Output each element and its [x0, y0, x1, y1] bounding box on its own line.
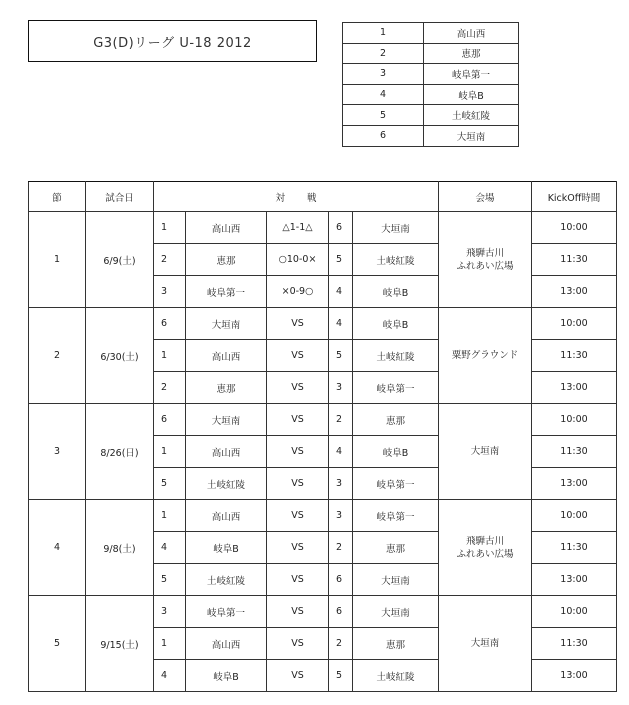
home-team-number: 4: [154, 660, 186, 692]
match-result: VS: [267, 628, 329, 660]
home-team-name: 岐阜第一: [186, 596, 267, 628]
round-section: 3: [29, 404, 86, 500]
team-number: 4: [343, 84, 424, 105]
home-team-number: 2: [154, 244, 186, 276]
away-team-number: 5: [329, 660, 353, 692]
home-team-number: 5: [154, 564, 186, 596]
home-team-name: 岐阜B: [186, 660, 267, 692]
schedule-header-row: [29, 182, 617, 212]
round-date: 6/9(土): [86, 212, 154, 308]
home-team-number: 6: [154, 404, 186, 436]
away-team-name: 恵那: [353, 404, 439, 436]
team-row: [343, 64, 519, 85]
round-section: 5: [29, 596, 86, 692]
header-kickoff: KickOff時間: [532, 182, 617, 212]
away-team-number: 6: [329, 212, 353, 244]
home-team-name: 高山西: [186, 212, 267, 244]
league-title: G3(D)リーグ U-18 2012: [28, 20, 317, 62]
home-team-number: 1: [154, 212, 186, 244]
venue-line-1: 大垣南: [470, 638, 500, 649]
away-team-number: 3: [329, 372, 353, 404]
away-team-name: 大垣南: [353, 596, 439, 628]
away-team-number: 3: [329, 468, 353, 500]
round-venue: [439, 500, 532, 596]
schedule-table: [28, 181, 617, 692]
venue-line-2: ふれあい広場: [456, 548, 514, 560]
home-team-number: 1: [154, 500, 186, 532]
venue-line-2: ふれあい広場: [456, 260, 514, 272]
away-team-name: 土岐紅陵: [353, 660, 439, 692]
match-row: [29, 212, 617, 244]
round-date: 8/26(日): [86, 404, 154, 500]
kickoff-time: 11:30: [532, 532, 617, 564]
round-section: 4: [29, 500, 86, 596]
match-result: VS: [267, 660, 329, 692]
home-team-name: 高山西: [186, 628, 267, 660]
home-team-number: 3: [154, 596, 186, 628]
kickoff-time: 11:30: [532, 244, 617, 276]
team-name: 高山西: [424, 23, 519, 44]
kickoff-time: 11:30: [532, 628, 617, 660]
home-team-number: 4: [154, 532, 186, 564]
away-team-name: 岐阜B: [353, 276, 439, 308]
home-team-name: 高山西: [186, 500, 267, 532]
home-team-number: 6: [154, 308, 186, 340]
kickoff-time: 13:00: [532, 372, 617, 404]
round-date: 6/30(土): [86, 308, 154, 404]
match-result: VS: [267, 372, 329, 404]
match-result: VS: [267, 564, 329, 596]
home-team-number: 5: [154, 468, 186, 500]
match-result: △1-1△: [267, 212, 329, 244]
team-number: 3: [343, 64, 424, 85]
away-team-name: 土岐紅陵: [353, 244, 439, 276]
kickoff-time: 11:30: [532, 340, 617, 372]
home-team-name: 岐阜B: [186, 532, 267, 564]
team-number: 2: [343, 43, 424, 64]
kickoff-time: 10:00: [532, 596, 617, 628]
venue-line-1: 飛騨古川: [465, 247, 504, 259]
match-result: VS: [267, 500, 329, 532]
match-row: [29, 596, 617, 628]
team-row: [343, 84, 519, 105]
match-result: VS: [267, 340, 329, 372]
away-team-number: 4: [329, 436, 353, 468]
match-result: VS: [267, 596, 329, 628]
home-team-number: 3: [154, 276, 186, 308]
header-matchup: [154, 182, 439, 212]
home-team-number: 2: [154, 372, 186, 404]
team-name: 大垣南: [424, 125, 519, 146]
match-row: [29, 308, 617, 340]
match-result: ○10-0×: [267, 244, 329, 276]
away-team-number: 2: [329, 404, 353, 436]
away-team-name: 岐阜第一: [353, 468, 439, 500]
match-result: VS: [267, 404, 329, 436]
round-date: 9/15(土): [86, 596, 154, 692]
kickoff-time: 13:00: [532, 564, 617, 596]
round-venue: [439, 404, 532, 500]
kickoff-time: 13:00: [532, 468, 617, 500]
team-name: 岐阜第一: [424, 64, 519, 85]
home-team-name: 恵那: [186, 244, 267, 276]
header-section: 節: [29, 182, 86, 212]
away-team-number: 4: [329, 308, 353, 340]
away-team-name: 岐阜第一: [353, 500, 439, 532]
team-row: [343, 125, 519, 146]
home-team-number: 1: [154, 436, 186, 468]
match-result: VS: [267, 468, 329, 500]
round-date: 9/8(土): [86, 500, 154, 596]
away-team-number: 5: [329, 340, 353, 372]
round-venue: [439, 308, 532, 404]
team-row: [343, 105, 519, 126]
venue-line-1: 粟野グラウンド: [451, 350, 519, 361]
kickoff-time: 10:00: [532, 500, 617, 532]
away-team-number: 4: [329, 276, 353, 308]
home-team-name: 土岐紅陵: [186, 468, 267, 500]
match-row: [29, 404, 617, 436]
away-team-name: 恵那: [353, 628, 439, 660]
team-row: [343, 43, 519, 64]
away-team-name: 大垣南: [353, 212, 439, 244]
venue-line-1: 飛騨古川: [465, 535, 504, 547]
match-result: VS: [267, 532, 329, 564]
home-team-name: 岐阜第一: [186, 276, 267, 308]
home-team-name: 高山西: [186, 436, 267, 468]
home-team-number: 1: [154, 628, 186, 660]
away-team-number: 3: [329, 500, 353, 532]
kickoff-time: 10:00: [532, 212, 617, 244]
team-number: 5: [343, 105, 424, 126]
team-number: 6: [343, 125, 424, 146]
kickoff-time: 13:00: [532, 276, 617, 308]
round-venue: [439, 212, 532, 308]
home-team-number: 1: [154, 340, 186, 372]
kickoff-time: 13:00: [532, 660, 617, 692]
header-venue: 会場: [439, 182, 532, 212]
home-team-name: 大垣南: [186, 404, 267, 436]
away-team-name: 土岐紅陵: [353, 340, 439, 372]
round-section: 2: [29, 308, 86, 404]
match-result: VS: [267, 308, 329, 340]
round-venue: [439, 596, 532, 692]
team-list-table: [342, 22, 519, 147]
kickoff-time: 10:00: [532, 308, 617, 340]
home-team-name: 大垣南: [186, 308, 267, 340]
kickoff-time: 10:00: [532, 404, 617, 436]
match-row: [29, 500, 617, 532]
away-team-name: 岐阜B: [353, 308, 439, 340]
team-number: 1: [343, 23, 424, 44]
away-team-name: 岐阜第一: [353, 372, 439, 404]
venue-line-1: 大垣南: [470, 446, 500, 457]
team-row: [343, 23, 519, 44]
home-team-name: 土岐紅陵: [186, 564, 267, 596]
match-result: VS: [267, 436, 329, 468]
away-team-name: 恵那: [353, 532, 439, 564]
header-matchup-label: 対戦: [275, 192, 339, 204]
away-team-number: 6: [329, 596, 353, 628]
home-team-name: 高山西: [186, 340, 267, 372]
away-team-name: 大垣南: [353, 564, 439, 596]
team-name: 恵那: [424, 43, 519, 64]
match-result: ×0-9○: [267, 276, 329, 308]
away-team-number: 6: [329, 564, 353, 596]
home-team-name: 恵那: [186, 372, 267, 404]
header-date: 試合日: [86, 182, 154, 212]
team-name: 岐阜B: [424, 84, 519, 105]
team-name: 土岐紅陵: [424, 105, 519, 126]
away-team-number: 2: [329, 532, 353, 564]
away-team-name: 岐阜B: [353, 436, 439, 468]
round-section: 1: [29, 212, 86, 308]
away-team-number: 5: [329, 244, 353, 276]
away-team-number: 2: [329, 628, 353, 660]
kickoff-time: 11:30: [532, 436, 617, 468]
